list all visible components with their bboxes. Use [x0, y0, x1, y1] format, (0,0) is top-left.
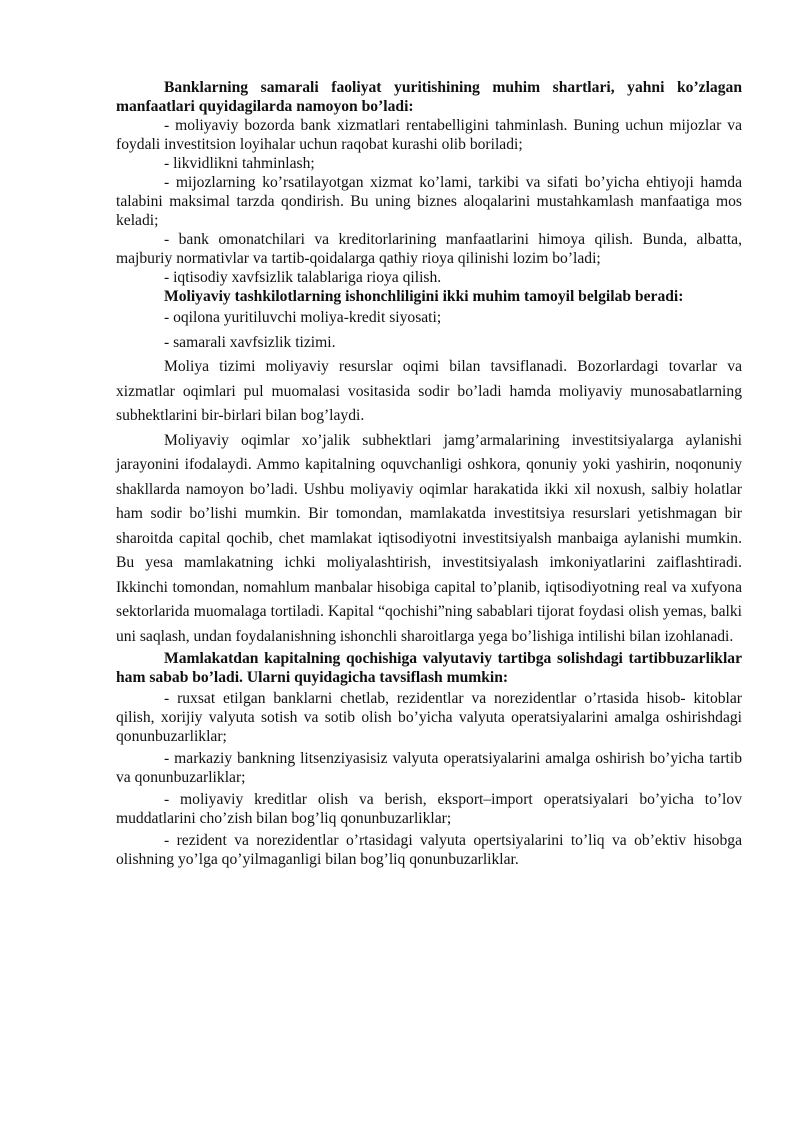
list-item-accounting-violations: - rezident va norezidentlar o’rtasidagi valyuta opertsiyalarini to’liq va ob’ektiv hisobga olishning yo’lga qo’yilmaganligi bilan bog’liq qonunbuzarliklar. [116, 832, 742, 868]
list-item-profitability: - moliyaviy bozorda bank xizmatlari rentabelligini tahminlash. Buning uchun mijozlar va foydali investitsion loyihalar uchun raqobat kurashi olib boriladi; [116, 117, 742, 153]
list-item-liquidity: - likvidlikni tahminlash; [164, 155, 315, 172]
list-item-economic-security: - iqtisodiy xavfsizlik talablariga rioya qilish. [164, 269, 442, 286]
list-item-depositor-protection: - bank omonatchilari va kreditorlarining manfaatlarini himoya qilish. Bunda, albatta, majburiy normativlar va tartib-qoidalarga qathiy rioya qilinishi lozim bo’ladi; [116, 231, 742, 267]
list-item-security-system: - samarali xavfsizlik tizimi. [164, 333, 336, 351]
list-item-unauthorized-settlements: - ruxsat etilgan banklarni chetlab, rezidentlar va norezidentlar o’rtasida hisob- kitoblar qilish, xorijiy valyuta sotish va sotib olish bo’yicha valyuta operatsiyalarini amalga oshirishdagi qonunbuzarliklar; [116, 690, 742, 745]
heading-bank-conditions: Banklarning samarali faoliyat yuritishining muhim shartlari, yahni ko’zlagan manfaatlari quyidagilarda namoyon bo’ladi: [116, 79, 742, 115]
paragraph-financial-system: Moliya tizimi moliyaviy resurslar oqimi bilan tavsiflanadi. Bozorlardagi tovarlar va xizmatlar oqimlari pul muomalasi vositasida sodir bo’ladi hamda moliyaviy munosabatlarning subhektlarini bir-birlari bilan bog’laydi. [116, 358, 742, 424]
list-item-client-needs: - mijozlarning ko’rsatilayotgan xizmat ko’lami, tarkibi va sifati bo’yicha ehtiyoji hamda talabini maksimal tarzda qondirish. Bu uning biznes aloqalarini mustahkamlash manfaatiga mos keladi; [116, 174, 742, 229]
list-item-unlicensed-operations: - markaziy bankning litsenziyasisiz valyuta operatsiyalarini amalga oshirish bo’yicha tartib va qonunbuzarliklar; [116, 750, 742, 786]
list-item-credit-policy: - oqilona yuritiluvchi moliya-kredit siyosati; [164, 309, 442, 326]
heading-reliability-principles: Moliyaviy tashkilotlarning ishonchliligini ikki muhim tamoyil belgilab beradi: [164, 288, 684, 305]
heading-currency-violations: Mamlakatdan kapitalning qochishiga valyutaviy tartibga solishdagi tartibbuzarliklar ham sabab bo’ladi. Ularni quyidagicha tavsiflash mumkin: [116, 650, 742, 686]
paragraph-financial-flows: Moliyaviy oqimlar xo’jalik subhektlari jamg’armalarining investitsiyalarga aylanishi jarayonini ifodalaydi. Ammo kapitalning oquvchanligi oshkora, qonuniy yoki yashirin, noqonuniy shakllarda namoyon bo’ladi. Ushbu moliyaviy oqimlar harakatida ikki xil noxush, salbiy holatlar ham sodir bo’lishi mumkin. Bir tomondan, mamlakatda investitsiya resurslari yetishmagan bir sharoitda capital qochib, chet mamlakat iqtisodiyotni investitsiyalsh manbaiga aylanishi mumkin. Bu yesa mamlakatning ichki moliyalashtirish, investitsiyalash imkoniyatlarini zaiflashtiradi. Ikkinchi tomondan, nomahlum manbalar hisobiga capital to’planib, iqtisodiyotning real va xufyona sektorlarida muomalaga tortiladi. Kapital “qochishi”ning sabablari tijorat foydasi olish yemas, balki uni saqlash, undan foydalanishning ishonchli sharoitlarga yega bo’lishiga intilishi bilan izohlanadi. [116, 431, 742, 645]
list-item-payment-delays: - moliyaviy kreditlar olish va berish, eksport–import operatsiyalari bo’yicha to’lov muddatlarini cho’zish bilan bog’liq qonunbuzarliklar; [116, 791, 742, 827]
